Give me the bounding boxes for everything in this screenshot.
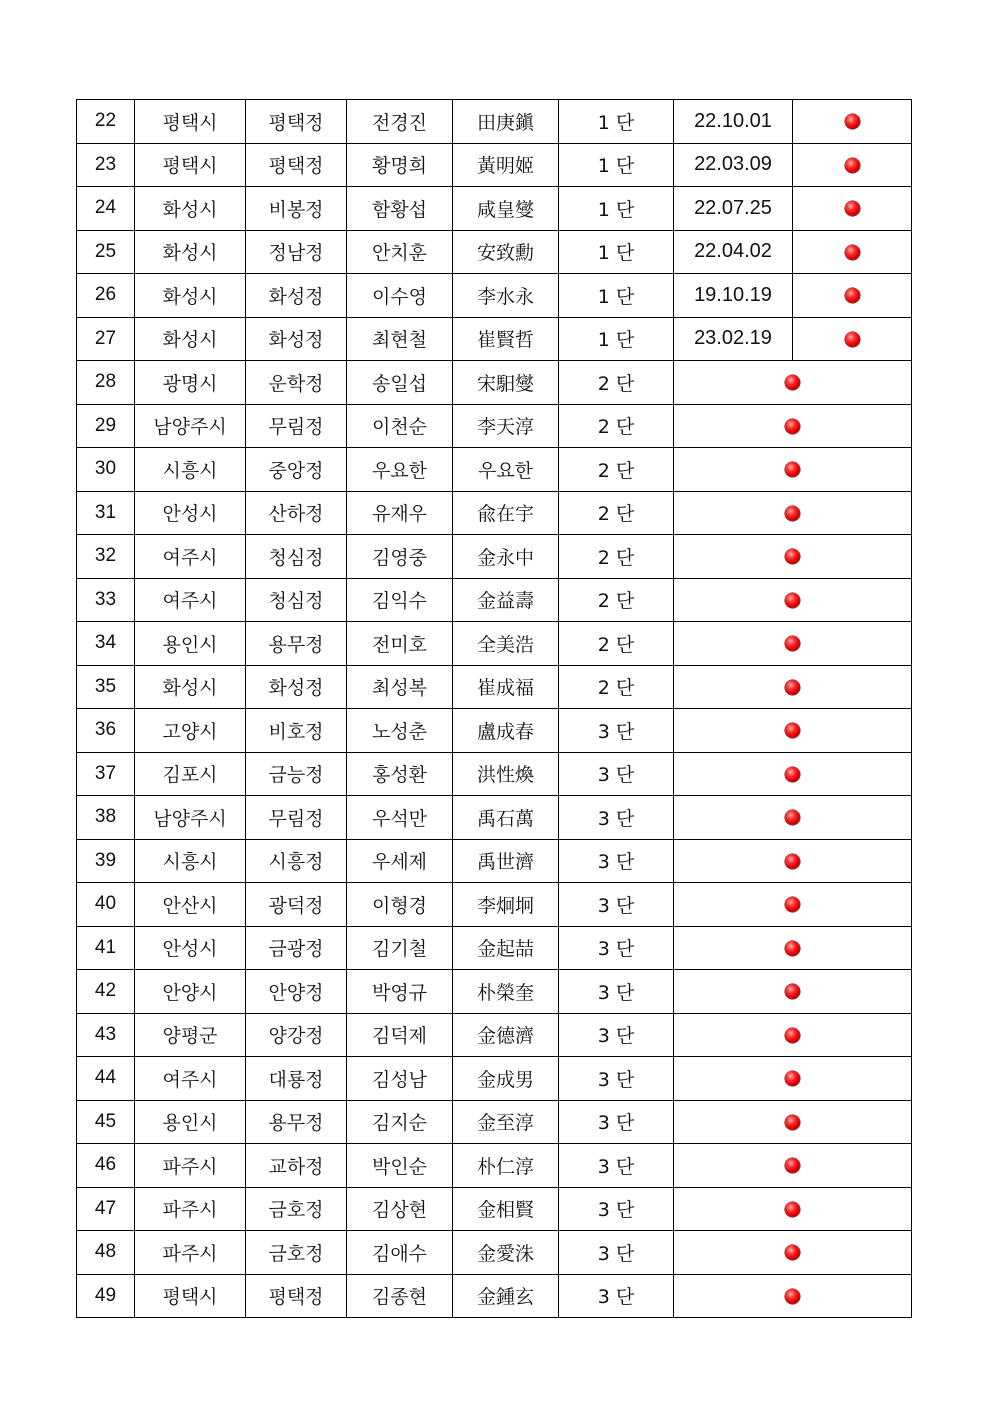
row-number: 40 [77, 883, 135, 927]
mark-cell [793, 317, 912, 361]
club-cell: 용무정 [246, 622, 347, 666]
table-row [77, 926, 912, 970]
city-cell: 화성시 [135, 317, 246, 361]
city-cell: 용인시 [135, 622, 246, 666]
rank-cell: 2 단 [559, 448, 674, 492]
row-number: 46 [77, 1144, 135, 1188]
club-cell: 평택정 [246, 100, 347, 144]
club-cell: 무림정 [246, 796, 347, 840]
roster-table [76, 99, 912, 1318]
row-number: 47 [77, 1187, 135, 1231]
row-number: 32 [77, 535, 135, 579]
rank-cell: 2 단 [559, 361, 674, 405]
member-name-cell: 노성춘 [347, 709, 453, 753]
club-cell: 비봉정 [246, 187, 347, 231]
table-row [77, 143, 912, 187]
member-name-cell: 함황섭 [347, 187, 453, 231]
mark-cell [674, 970, 912, 1014]
hanja-name-cell: 金起喆 [453, 926, 559, 970]
hanja-name-cell: 田庚鎭 [453, 100, 559, 144]
row-number: 28 [77, 361, 135, 405]
rank-cell: 1 단 [559, 143, 674, 187]
hanja-name-cell: 全美浩 [453, 622, 559, 666]
member-name-cell: 송일섭 [347, 361, 453, 405]
member-name-cell: 김상현 [347, 1187, 453, 1231]
table-row [77, 361, 912, 405]
mark-cell [793, 100, 912, 144]
club-cell: 비호정 [246, 709, 347, 753]
member-name-cell: 김지순 [347, 1100, 453, 1144]
row-number: 25 [77, 230, 135, 274]
row-number: 44 [77, 1057, 135, 1101]
hanja-name-cell: 金相賢 [453, 1187, 559, 1231]
mark-cell [674, 839, 912, 883]
mark-cell [674, 578, 912, 622]
rank-cell: 2 단 [559, 491, 674, 535]
hanja-name-cell: 崔賢哲 [453, 317, 559, 361]
hanja-name-cell: 宋馹燮 [453, 361, 559, 405]
city-cell: 화성시 [135, 665, 246, 709]
row-number: 38 [77, 796, 135, 840]
hanja-name-cell: 우요한 [453, 448, 559, 492]
city-cell: 고양시 [135, 709, 246, 753]
club-cell: 화성정 [246, 274, 347, 318]
club-cell: 금광정 [246, 926, 347, 970]
date-cell: 19.10.19 [674, 274, 793, 318]
table-row [77, 752, 912, 796]
mark-cell [674, 752, 912, 796]
club-cell: 중앙정 [246, 448, 347, 492]
club-cell: 양강정 [246, 1013, 347, 1057]
city-cell: 안산시 [135, 883, 246, 927]
row-number: 43 [77, 1013, 135, 1057]
rank-cell: 1 단 [559, 317, 674, 361]
hanja-name-cell: 李天淳 [453, 404, 559, 448]
city-cell: 여주시 [135, 535, 246, 579]
hanja-name-cell: 咸皇燮 [453, 187, 559, 231]
city-cell: 용인시 [135, 1100, 246, 1144]
roster-body [77, 100, 912, 1318]
club-cell: 운학정 [246, 361, 347, 405]
member-name-cell: 김익수 [347, 578, 453, 622]
table-row [77, 535, 912, 579]
city-cell: 화성시 [135, 187, 246, 231]
mark-cell [793, 230, 912, 274]
date-cell: 23.02.19 [674, 317, 793, 361]
member-name-cell: 홍성환 [347, 752, 453, 796]
mark-cell [674, 926, 912, 970]
mark-cell [674, 1144, 912, 1188]
row-number: 27 [77, 317, 135, 361]
red-circle-mark-icon [785, 1028, 800, 1043]
table-row [77, 404, 912, 448]
table-row [77, 230, 912, 274]
club-cell: 평택정 [246, 143, 347, 187]
city-cell: 화성시 [135, 274, 246, 318]
mark-cell [674, 1100, 912, 1144]
mark-cell [674, 491, 912, 535]
hanja-name-cell: 金鍾玄 [453, 1274, 559, 1318]
table-row [77, 1013, 912, 1057]
club-cell: 안양정 [246, 970, 347, 1014]
hanja-name-cell: 金愛洙 [453, 1231, 559, 1275]
member-name-cell: 안치훈 [347, 230, 453, 274]
mark-cell [674, 404, 912, 448]
mark-cell [674, 1057, 912, 1101]
hanja-name-cell: 金成男 [453, 1057, 559, 1101]
hanja-name-cell: 李炯坰 [453, 883, 559, 927]
rank-cell: 1 단 [559, 230, 674, 274]
table-row [77, 1274, 912, 1318]
rank-cell: 3 단 [559, 709, 674, 753]
city-cell: 파주시 [135, 1231, 246, 1275]
rank-cell: 3 단 [559, 1231, 674, 1275]
hanja-name-cell: 兪在宇 [453, 491, 559, 535]
date-cell: 22.10.01 [674, 100, 793, 144]
rank-cell: 3 단 [559, 1187, 674, 1231]
member-name-cell: 최성복 [347, 665, 453, 709]
red-circle-mark-icon [785, 1071, 800, 1086]
member-name-cell: 우요한 [347, 448, 453, 492]
hanja-name-cell: 朴仁淳 [453, 1144, 559, 1188]
red-circle-mark-icon [785, 1115, 800, 1130]
red-circle-mark-icon [785, 680, 800, 695]
club-cell: 평택정 [246, 1274, 347, 1318]
table-row [77, 187, 912, 231]
red-circle-mark-icon [785, 723, 800, 738]
rank-cell: 2 단 [559, 535, 674, 579]
red-circle-mark-icon [785, 897, 800, 912]
table-row [77, 100, 912, 144]
rank-cell: 1 단 [559, 274, 674, 318]
hanja-name-cell: 安致勳 [453, 230, 559, 274]
red-circle-mark-icon [785, 1202, 800, 1217]
club-cell: 시흥정 [246, 839, 347, 883]
row-number: 48 [77, 1231, 135, 1275]
member-name-cell: 김영중 [347, 535, 453, 579]
club-cell: 청심정 [246, 535, 347, 579]
hanja-name-cell: 李水永 [453, 274, 559, 318]
table-row [77, 1144, 912, 1188]
hanja-name-cell: 崔成福 [453, 665, 559, 709]
red-circle-mark-icon [785, 636, 800, 651]
table-row [77, 1100, 912, 1144]
red-circle-mark-icon [785, 1158, 800, 1173]
member-name-cell: 김성남 [347, 1057, 453, 1101]
row-number: 33 [77, 578, 135, 622]
mark-cell [793, 143, 912, 187]
member-name-cell: 전경진 [347, 100, 453, 144]
member-name-cell: 박인순 [347, 1144, 453, 1188]
mark-cell [674, 1274, 912, 1318]
rank-cell: 3 단 [559, 1057, 674, 1101]
row-number: 31 [77, 491, 135, 535]
red-circle-mark-icon [785, 593, 800, 608]
city-cell: 광명시 [135, 361, 246, 405]
red-circle-mark-icon [845, 158, 860, 173]
red-circle-mark-icon [845, 114, 860, 129]
city-cell: 안성시 [135, 491, 246, 535]
city-cell: 김포시 [135, 752, 246, 796]
rank-cell: 2 단 [559, 665, 674, 709]
rank-cell: 1 단 [559, 187, 674, 231]
red-circle-mark-icon [785, 941, 800, 956]
red-circle-mark-icon [785, 375, 800, 390]
mark-cell [674, 361, 912, 405]
member-name-cell: 김애수 [347, 1231, 453, 1275]
row-number: 36 [77, 709, 135, 753]
city-cell: 평택시 [135, 100, 246, 144]
red-circle-mark-icon [785, 767, 800, 782]
table-row [77, 665, 912, 709]
row-number: 30 [77, 448, 135, 492]
mark-cell [674, 1013, 912, 1057]
club-cell: 화성정 [246, 665, 347, 709]
table-row [77, 883, 912, 927]
club-cell: 광덕정 [246, 883, 347, 927]
city-cell: 파주시 [135, 1187, 246, 1231]
row-number: 42 [77, 970, 135, 1014]
member-name-cell: 박영규 [347, 970, 453, 1014]
row-number: 35 [77, 665, 135, 709]
table-row [77, 491, 912, 535]
red-circle-mark-icon [785, 810, 800, 825]
member-name-cell: 김종현 [347, 1274, 453, 1318]
rank-cell: 3 단 [559, 796, 674, 840]
table-row [77, 796, 912, 840]
rank-cell: 3 단 [559, 752, 674, 796]
red-circle-mark-icon [785, 1289, 800, 1304]
red-circle-mark-icon [785, 549, 800, 564]
club-cell: 금능정 [246, 752, 347, 796]
row-number: 24 [77, 187, 135, 231]
member-name-cell: 유재우 [347, 491, 453, 535]
date-cell: 22.04.02 [674, 230, 793, 274]
red-circle-mark-icon [845, 288, 860, 303]
member-name-cell: 우세제 [347, 839, 453, 883]
table-row [77, 970, 912, 1014]
rank-cell: 3 단 [559, 883, 674, 927]
mark-cell [674, 665, 912, 709]
city-cell: 남양주시 [135, 404, 246, 448]
mark-cell [674, 883, 912, 927]
club-cell: 용무정 [246, 1100, 347, 1144]
member-name-cell: 이수영 [347, 274, 453, 318]
mark-cell [793, 274, 912, 318]
rank-cell: 1 단 [559, 100, 674, 144]
table-row [77, 1187, 912, 1231]
city-cell: 양평군 [135, 1013, 246, 1057]
row-number: 41 [77, 926, 135, 970]
city-cell: 화성시 [135, 230, 246, 274]
city-cell: 시흥시 [135, 839, 246, 883]
red-circle-mark-icon [785, 419, 800, 434]
table-row [77, 1057, 912, 1101]
table-row [77, 578, 912, 622]
hanja-name-cell: 朴榮奎 [453, 970, 559, 1014]
hanja-name-cell: 洪性煥 [453, 752, 559, 796]
row-number: 29 [77, 404, 135, 448]
rank-cell: 3 단 [559, 839, 674, 883]
member-name-cell: 이천순 [347, 404, 453, 448]
row-number: 23 [77, 143, 135, 187]
row-number: 39 [77, 839, 135, 883]
hanja-name-cell: 金永中 [453, 535, 559, 579]
mark-cell [674, 1231, 912, 1275]
club-cell: 산하정 [246, 491, 347, 535]
row-number: 49 [77, 1274, 135, 1318]
red-circle-mark-icon [785, 854, 800, 869]
rank-cell: 2 단 [559, 578, 674, 622]
hanja-name-cell: 盧成春 [453, 709, 559, 753]
rank-cell: 3 단 [559, 1144, 674, 1188]
table-row [77, 448, 912, 492]
row-number: 34 [77, 622, 135, 666]
member-name-cell: 최현철 [347, 317, 453, 361]
rank-cell: 3 단 [559, 970, 674, 1014]
date-cell: 22.03.09 [674, 143, 793, 187]
table-row [77, 622, 912, 666]
table-row [77, 709, 912, 753]
member-name-cell: 이형경 [347, 883, 453, 927]
city-cell: 안양시 [135, 970, 246, 1014]
red-circle-mark-icon [785, 462, 800, 477]
red-circle-mark-icon [845, 201, 860, 216]
mark-cell [674, 622, 912, 666]
club-cell: 화성정 [246, 317, 347, 361]
hanja-name-cell: 黃明姬 [453, 143, 559, 187]
table-row [77, 274, 912, 318]
hanja-name-cell: 禹世濟 [453, 839, 559, 883]
date-cell: 22.07.25 [674, 187, 793, 231]
club-cell: 청심정 [246, 578, 347, 622]
rank-cell: 3 단 [559, 1274, 674, 1318]
row-number: 22 [77, 100, 135, 144]
mark-cell [674, 1187, 912, 1231]
hanja-name-cell: 金至淳 [453, 1100, 559, 1144]
member-name-cell: 황명희 [347, 143, 453, 187]
city-cell: 여주시 [135, 1057, 246, 1101]
red-circle-mark-icon [785, 1245, 800, 1260]
row-number: 37 [77, 752, 135, 796]
club-cell: 무림정 [246, 404, 347, 448]
mark-cell [674, 796, 912, 840]
rank-cell: 2 단 [559, 404, 674, 448]
table-row [77, 1231, 912, 1275]
member-name-cell: 김덕제 [347, 1013, 453, 1057]
club-cell: 금호정 [246, 1187, 347, 1231]
mark-cell [674, 448, 912, 492]
city-cell: 시흥시 [135, 448, 246, 492]
club-cell: 정남정 [246, 230, 347, 274]
club-cell: 대룡정 [246, 1057, 347, 1101]
rank-cell: 3 단 [559, 1013, 674, 1057]
rank-cell: 2 단 [559, 622, 674, 666]
rank-cell: 3 단 [559, 1100, 674, 1144]
rank-cell: 3 단 [559, 926, 674, 970]
mark-cell [793, 187, 912, 231]
mark-cell [674, 709, 912, 753]
club-cell: 금호정 [246, 1231, 347, 1275]
city-cell: 평택시 [135, 143, 246, 187]
member-name-cell: 김기철 [347, 926, 453, 970]
city-cell: 여주시 [135, 578, 246, 622]
table-row [77, 839, 912, 883]
city-cell: 안성시 [135, 926, 246, 970]
red-circle-mark-icon [785, 506, 800, 521]
city-cell: 남양주시 [135, 796, 246, 840]
red-circle-mark-icon [845, 245, 860, 260]
row-number: 26 [77, 274, 135, 318]
city-cell: 파주시 [135, 1144, 246, 1188]
hanja-name-cell: 金益壽 [453, 578, 559, 622]
table-row [77, 317, 912, 361]
red-circle-mark-icon [785, 984, 800, 999]
hanja-name-cell: 金德濟 [453, 1013, 559, 1057]
mark-cell [674, 535, 912, 579]
red-circle-mark-icon [845, 332, 860, 347]
city-cell: 평택시 [135, 1274, 246, 1318]
member-name-cell: 전미호 [347, 622, 453, 666]
club-cell: 교하정 [246, 1144, 347, 1188]
row-number: 45 [77, 1100, 135, 1144]
member-name-cell: 우석만 [347, 796, 453, 840]
hanja-name-cell: 禹石萬 [453, 796, 559, 840]
